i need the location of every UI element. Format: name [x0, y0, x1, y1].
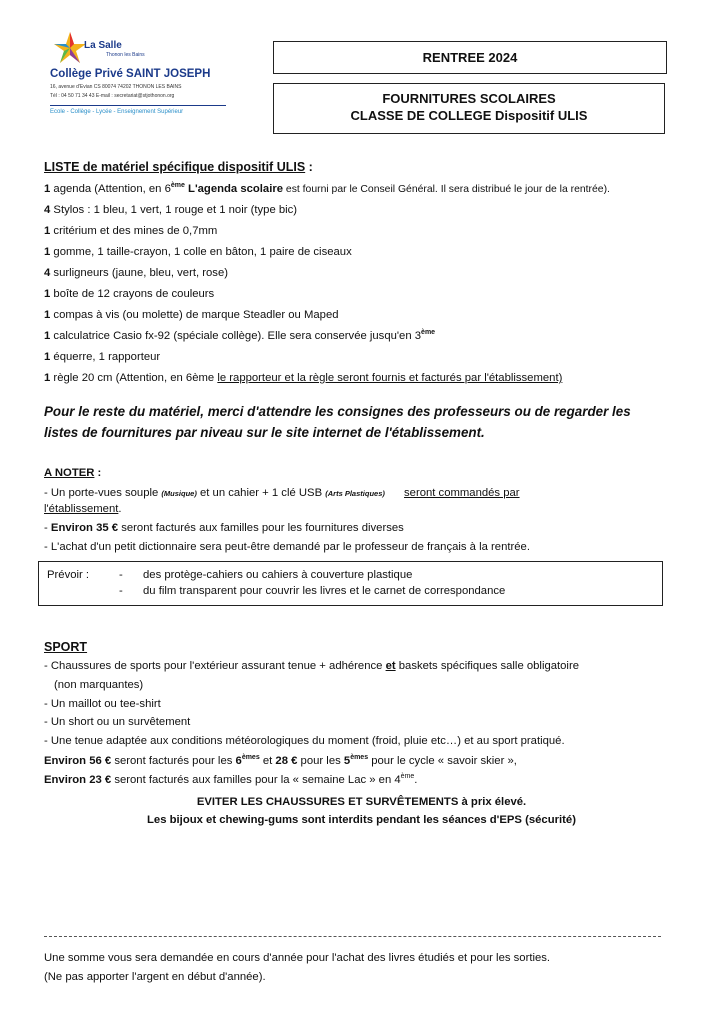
text: - Un porte-vues souple — [44, 487, 162, 499]
text: calculatrice Casio fx-92 (spéciale collège). Elle sera conservée jusqu'en 3 — [50, 330, 422, 342]
list-item — [44, 329, 435, 343]
text-bold: 6 — [235, 755, 242, 767]
sport-line: - Une tenue adaptée aux conditions météorologiques du moment (froid, pluie etc…) et au sport pratiqué. — [44, 735, 565, 747]
noter-line — [44, 486, 520, 501]
sport-heading-text: SPORT — [44, 640, 88, 654]
text: seront facturés aux familles pour la « semaine Lac » en 4 — [111, 774, 401, 786]
text-italic: (Arts Plastiques) — [325, 489, 385, 498]
footer-line-2: (Ne pas apporter l'argent en début d'année). — [44, 971, 266, 983]
text: compas à vis (ou molette) de marque Steadler ou Maped — [50, 309, 339, 321]
sport-line — [44, 754, 517, 768]
logo-contact: Tél : 04 50 71 34 43 E-mail : secretariat@stjothonon.org — [50, 93, 175, 99]
liste-heading-colon: : — [305, 160, 313, 174]
text-bold: et — [385, 660, 396, 672]
bullet-dash: - — [119, 569, 123, 581]
qty: 1 — [44, 246, 51, 258]
sup: èmes — [241, 754, 260, 762]
text: gomme, 1 taille-crayon, 1 colle en bâton, 1 paire de ciseaux — [50, 246, 352, 258]
text-bold: Environ 35 € — [50, 522, 119, 534]
school-logo — [44, 28, 234, 128]
noter-heading — [44, 466, 101, 480]
sport-line: (non marquantes) — [54, 679, 144, 691]
noter-heading-text: A NOTER — [44, 467, 95, 479]
noter-heading-colon: : — [94, 467, 102, 479]
text: seront facturés aux familles pour les fournitures diverses — [118, 522, 404, 534]
list-item — [44, 182, 610, 197]
liste-heading-text: LISTE de matériel spécifique dispositif ULIS — [44, 160, 306, 174]
text: est fourni par le Conseil Général. Il sera distribué le jour de la rentrée). — [283, 184, 610, 195]
rentree-title: RENTREE 2024 — [422, 50, 518, 65]
list-item — [44, 203, 297, 217]
sport-line — [44, 773, 417, 787]
qty: 1 — [44, 183, 51, 195]
logo-school-name: Collège Privé SAINT JOSEPH — [50, 68, 211, 80]
text: règle 20 cm (Attention, en 6ème — [50, 372, 218, 384]
consigne-line-1: Pour le reste du matériel, merci d'attendre les consignes des professeurs ou de regarder les — [44, 404, 631, 419]
text: critérium et des mines de 0,7mm — [50, 225, 218, 237]
sport-warning-1: EVITER LES CHAUSSURES ET SURVÊTEMENTS à prix élevé. — [196, 796, 527, 808]
text: pour le cycle « savoir skier », — [368, 755, 517, 767]
noter-line — [44, 502, 122, 516]
text: - Chaussures de sports pour l'extérieur assurant tenue + adhérence — [44, 660, 386, 672]
dashed-divider — [44, 936, 661, 937]
prevoir-item-2: du film transparent pour couvrir les livres et le carnet de correspondance — [143, 585, 506, 597]
liste-heading — [44, 160, 313, 175]
logo-address: 16, avenue d'Evian CS 80074 74202 THONON LES BAINS — [50, 84, 182, 90]
logo-tagline: Ecole - Collège - Lycée - Enseignement Supérieur — [50, 109, 184, 115]
list-item — [44, 308, 339, 322]
text: agenda (Attention, en 6 — [50, 183, 171, 195]
qty: 1 — [44, 288, 51, 300]
text-bold: Environ 56 € — [44, 755, 112, 767]
list-item — [44, 371, 562, 385]
text-underlined: seront commandés par — [404, 487, 520, 499]
sport-line — [44, 659, 579, 673]
list-item — [44, 224, 217, 238]
text-italic: (Musique) — [161, 489, 197, 498]
sup: ème — [421, 329, 436, 337]
sport-heading — [44, 640, 87, 655]
list-item — [44, 266, 228, 280]
text-bold: L'agenda scolaire — [184, 183, 284, 195]
prevoir-label: Prévoir : — [47, 569, 90, 581]
sport-warning-2: Les bijoux et chewing-gums sont interdits pendant les séances d'EPS (sécurité) — [147, 814, 576, 826]
text: boîte de 12 crayons de couleurs — [50, 288, 215, 300]
qty: 1 — [44, 225, 51, 237]
noter-line — [44, 521, 404, 535]
logo-brand: La Salle — [84, 40, 122, 51]
sport-line: - Un maillot ou tee-shirt — [44, 698, 161, 710]
text: et — [259, 755, 276, 767]
list-item — [44, 287, 214, 301]
sport-line: - Un short ou un survêtement — [44, 716, 191, 728]
text: équerre, 1 rapporteur — [50, 351, 161, 363]
text-underlined: le rapporteur et la règle seront fournis et facturés par l'établissement) — [217, 372, 563, 384]
text: et un cahier + 1 clé USB — [196, 487, 326, 499]
sup: èmes — [350, 754, 369, 762]
text: Stylos : 1 bleu, 1 vert, 1 rouge et 1 noir (type bic) — [50, 204, 298, 216]
text: . — [118, 503, 122, 515]
sup: ème — [400, 773, 415, 781]
text: pour les — [297, 755, 344, 767]
text: surligneurs (jaune, bleu, vert, rose) — [50, 267, 228, 279]
noter-line: - L'achat d'un petit dictionnaire sera peut-être demandé par le professeur de français à la rentrée. — [44, 541, 530, 553]
logo-divider — [50, 105, 226, 106]
qty: 1 — [44, 309, 51, 321]
sup: ème — [170, 182, 185, 190]
title-line-2: CLASSE DE COLLEGE Dispositif ULIS — [350, 108, 588, 123]
qty: 4 — [44, 267, 51, 279]
text: - — [44, 522, 51, 534]
text: seront facturés pour les — [111, 755, 236, 767]
list-item — [44, 245, 352, 259]
text-bold: 28 € — [275, 755, 298, 767]
text: . — [414, 774, 418, 786]
text-bold: 5 — [343, 755, 351, 767]
bullet-dash: - — [119, 585, 123, 597]
footer-line-1: Une somme vous sera demandée en cours d'année pour l'achat des livres étudiés et pour les sorties. — [44, 952, 551, 964]
logo-brand-sub: Thonon les Bains — [106, 52, 145, 58]
qty: 1 — [44, 351, 51, 363]
rentree-box — [273, 41, 667, 74]
list-item — [44, 350, 160, 364]
title-box — [273, 83, 665, 134]
consigne-line-2: listes de fournitures par niveau sur le site internet de l'établissement. — [44, 425, 485, 440]
text — [385, 487, 388, 499]
qty: 1 — [44, 330, 51, 342]
qty: 4 — [44, 204, 51, 216]
text-underlined: l'établissement — [44, 503, 119, 515]
la-salle-star-icon — [52, 30, 88, 66]
prevoir-item-1: des protège-cahiers ou cahiers à couverture plastique — [143, 569, 413, 581]
prevoir-box — [38, 561, 663, 606]
qty: 1 — [44, 372, 51, 384]
text: baskets spécifiques salle obligatoire — [395, 660, 579, 672]
title-line-1: FOURNITURES SCOLAIRES — [382, 91, 556, 106]
text-bold: Environ 23 € — [44, 774, 112, 786]
